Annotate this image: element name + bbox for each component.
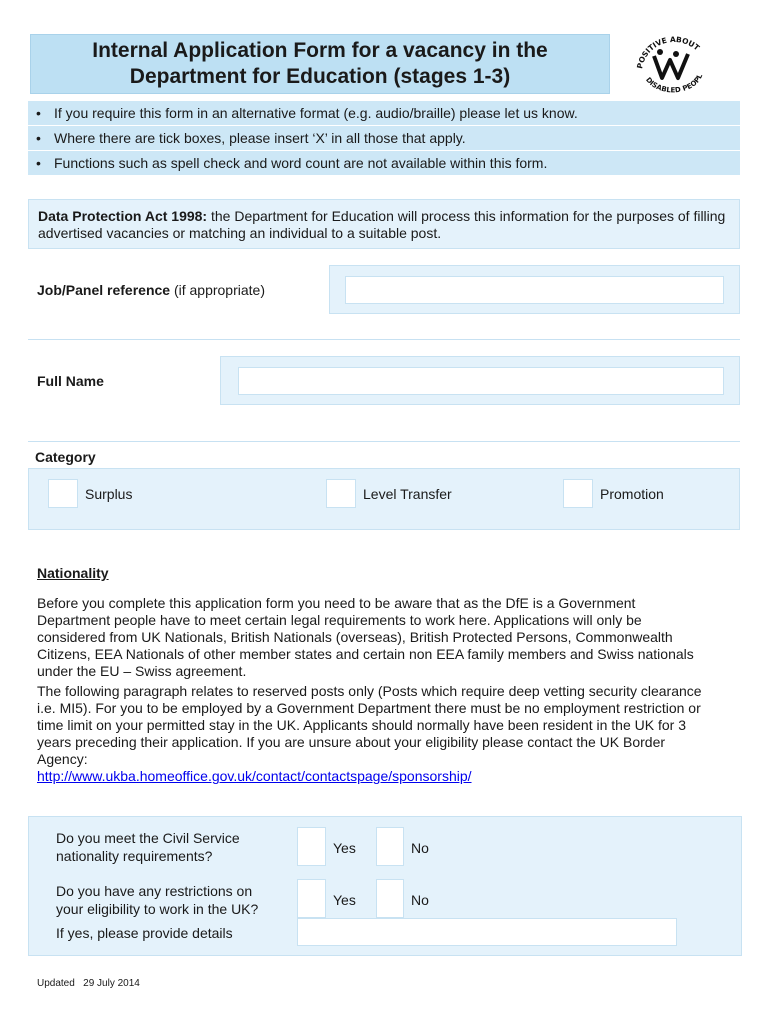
job-ref-input[interactable] [345, 276, 724, 304]
promotion-label: Promotion [600, 486, 664, 502]
q2-yes-label: Yes [333, 892, 356, 908]
list-item: • If you require this form in an alternative format (e.g. audio/braille) please let us know. [28, 101, 740, 126]
q1-no-label: No [411, 840, 429, 856]
divider [28, 441, 740, 442]
form-title: Internal Application Form for a vacancy in the Department for Education (stages 1-3) [92, 39, 548, 88]
category-panel [28, 468, 740, 530]
data-protection-notice: Data Protection Act 1998: the Department for Education will process this information for the purposes of filling advertised vacancies or matching an individual to a suitable post. [28, 199, 740, 249]
svg-text:DISABLED PEOPLE: DISABLED PEOPL [644, 72, 705, 95]
q2-no-checkbox[interactable] [376, 879, 404, 918]
job-ref-label: Job/Panel reference (if appropriate) [37, 282, 265, 298]
q2-no-label: No [411, 892, 429, 908]
nationality-paragraph: Before you complete this application form you need to be aware that as the DfE is a Government Department people have to meet certain legal requirements to work here. Applications will only be considered from UK Nationals, British Nationals (overseas), British Protected Persons, Commonwealth Citizens, EEA Nationals of other member states and certain non EEA family members and Swiss nationals under the EU – Swiss agreement. [37, 595, 694, 679]
level-transfer-checkbox[interactable] [326, 479, 356, 508]
q1-no-checkbox[interactable] [376, 827, 404, 866]
svg-text:POSITIVE ABOUT: POSITIVE ABOUT [635, 34, 702, 70]
level-transfer-label: Level Transfer [363, 486, 452, 502]
nationality-text [37, 595, 712, 788]
q1-yes-checkbox[interactable] [297, 827, 326, 866]
surplus-label: Surplus [85, 486, 133, 502]
promotion-checkbox[interactable] [563, 479, 593, 508]
restriction-details-input[interactable] [297, 918, 677, 946]
instructions-list [28, 101, 740, 175]
q1-text: Do you meet the Civil Service nationality requirements? [56, 830, 240, 864]
q1-yes-label: Yes [333, 840, 356, 856]
list-item: • Where there are tick boxes, please insert ‘X’ in all those that apply. [28, 126, 740, 151]
updated-date: Updated 29 July 2014 [37, 978, 140, 989]
full-name-input[interactable] [238, 367, 724, 395]
full-name-panel [220, 356, 740, 405]
ukba-sponsorship-link[interactable]: http://www.ukba.homeoffice.gov.uk/contact/contactspage/sponsorship/ [37, 768, 472, 784]
q2-yes-checkbox[interactable] [297, 879, 326, 918]
q2-text: Do you have any restrictions on your eligibility to work in the UK? [56, 883, 259, 917]
divider [28, 339, 740, 340]
nationality-heading: Nationality [37, 565, 109, 581]
details-label: If yes, please provide details [56, 925, 233, 941]
full-name-label: Full Name [37, 373, 104, 389]
job-ref-panel [329, 265, 740, 314]
form-title-box [30, 34, 610, 94]
category-label: Category [35, 449, 96, 465]
list-item: • Functions such as spell check and word count are not available within this form. [36, 155, 548, 171]
positive-about-disabled-people-logo [630, 32, 716, 98]
nationality-questions-panel [28, 816, 742, 956]
surplus-checkbox[interactable] [48, 479, 78, 508]
reserved-posts-paragraph: The following paragraph relates to reserved posts only (Posts which require deep vetting security clearance i.e. MI5). For you to be employed by a Government Department there must be no employment restriction or time limit on your permitted stay in the UK. Applicants should normally have been resident in the UK for 3 years preceding their application. If you are unsure about your eligibility please contact the UK Border Agency: http://www.ukba.homeoffice.gov.uk/contact/contactspage/sponsorship/ [37, 683, 712, 785]
